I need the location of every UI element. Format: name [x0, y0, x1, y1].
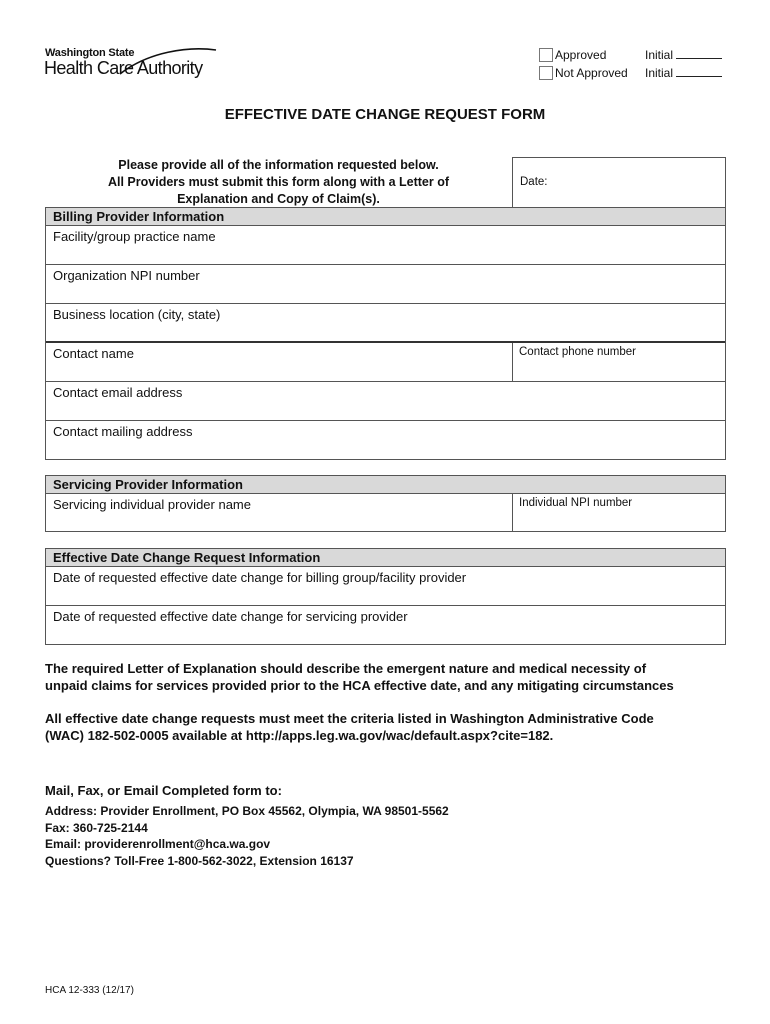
contact-phone-label: Contact phone number [519, 346, 636, 358]
servicing-row [46, 494, 725, 531]
mail-details [45, 803, 449, 869]
logo-line1: Washington State [45, 47, 135, 59]
date-field[interactable] [512, 157, 726, 208]
servicing-provider-name-field[interactable] [46, 494, 513, 531]
form-title: EFFECTIVE DATE CHANGE REQUEST FORM [224, 106, 546, 123]
approved-label: Approved [555, 48, 607, 62]
facility-field[interactable] [46, 226, 725, 265]
approved-checkbox[interactable] [539, 48, 553, 62]
approved-initial-line [676, 48, 722, 59]
intro-text [45, 157, 512, 208]
mail-questions: Questions? Toll-Free 1-800-562-3022, Extension 16137 [45, 853, 354, 868]
contact-name-label: Contact name [53, 346, 134, 361]
organization-npi-field[interactable] [46, 265, 725, 304]
contact-name-field[interactable] [46, 343, 513, 381]
billing-provider-section [45, 207, 726, 460]
intro-line2: All Providers must submit this form along with a Letter of [107, 175, 449, 189]
approved-initial[interactable] [645, 48, 722, 62]
mail-fax: Fax: 360-725-2144 [45, 820, 148, 835]
servicing-provider-header: Servicing Provider Information [46, 476, 725, 494]
contact-email-field[interactable] [46, 382, 725, 421]
logo-line2: Health Care Authority [44, 58, 203, 78]
form-number: HCA 12-333 (12/17) [45, 985, 134, 996]
effective-date-section [45, 548, 726, 645]
mail-address: Address: Provider Enrollment, PO Box 45562, Olympia, WA 98501-5562 [45, 804, 449, 818]
contact-mailing-field[interactable] [46, 421, 725, 459]
note1-line1: The required Letter of Explanation should describe the emergent nature and medical necessity of [45, 661, 647, 676]
mail-heading: Mail, Fax, or Email Completed form to: [45, 783, 282, 798]
note2-line1: All effective date change requests must meet the criteria listed in Washington Administrative Code [45, 711, 654, 726]
not-approved-initial-line [676, 66, 722, 77]
servicing-provider-name-label: Servicing individual provider name [53, 497, 251, 512]
servicing-effective-date-field[interactable] [46, 606, 725, 644]
approved-initial-label: Initial [645, 48, 674, 62]
note1-line2: unpaid claims for services provided prior to the HCA effective date, and any mitigating circumstances [45, 678, 674, 693]
effective-date-header: Effective Date Change Request Information [46, 549, 725, 567]
contact-phone-field[interactable] [513, 343, 725, 381]
intro-line1: Please provide all of the information requested below. [118, 158, 439, 172]
contact-mailing-label: Contact mailing address [53, 424, 193, 439]
billing-effective-date-label: Date of requested effective date change for billing group/facility provider [53, 570, 467, 585]
intro-line3: Explanation and Copy of Claim(s). [177, 192, 380, 206]
individual-npi-field[interactable] [513, 494, 725, 531]
business-location-field[interactable] [46, 304, 725, 343]
logo-swoosh-icon [118, 44, 218, 80]
billing-effective-date-field[interactable] [46, 567, 725, 606]
billing-provider-header: Billing Provider Information [46, 208, 725, 226]
business-location-label: Business location (city, state) [53, 307, 221, 322]
not-approved-initial[interactable] [645, 66, 722, 80]
contact-email-label: Contact email address [53, 385, 183, 400]
not-approved-label: Not Approved [555, 66, 628, 80]
not-approved-checkbox[interactable] [539, 66, 553, 80]
wac-criteria-note [45, 710, 735, 744]
facility-label: Facility/group practice name [53, 229, 216, 244]
servicing-effective-date-label: Date of requested effective date change for servicing provider [53, 609, 408, 624]
mail-email: Email: providerenrollment@hca.wa.gov [45, 837, 271, 851]
servicing-provider-section [45, 475, 726, 532]
organization-npi-label: Organization NPI number [53, 268, 200, 283]
note2-line2: (WAC) 182-502-0005 available at http://apps.leg.wa.gov/wac/default.aspx?cite=182. [45, 728, 554, 743]
date-label: Date: [520, 176, 548, 188]
letter-explanation-note [45, 660, 735, 694]
individual-npi-label: Individual NPI number [519, 497, 633, 509]
not-approved-initial-label: Initial [645, 66, 674, 80]
contact-row [46, 343, 725, 382]
